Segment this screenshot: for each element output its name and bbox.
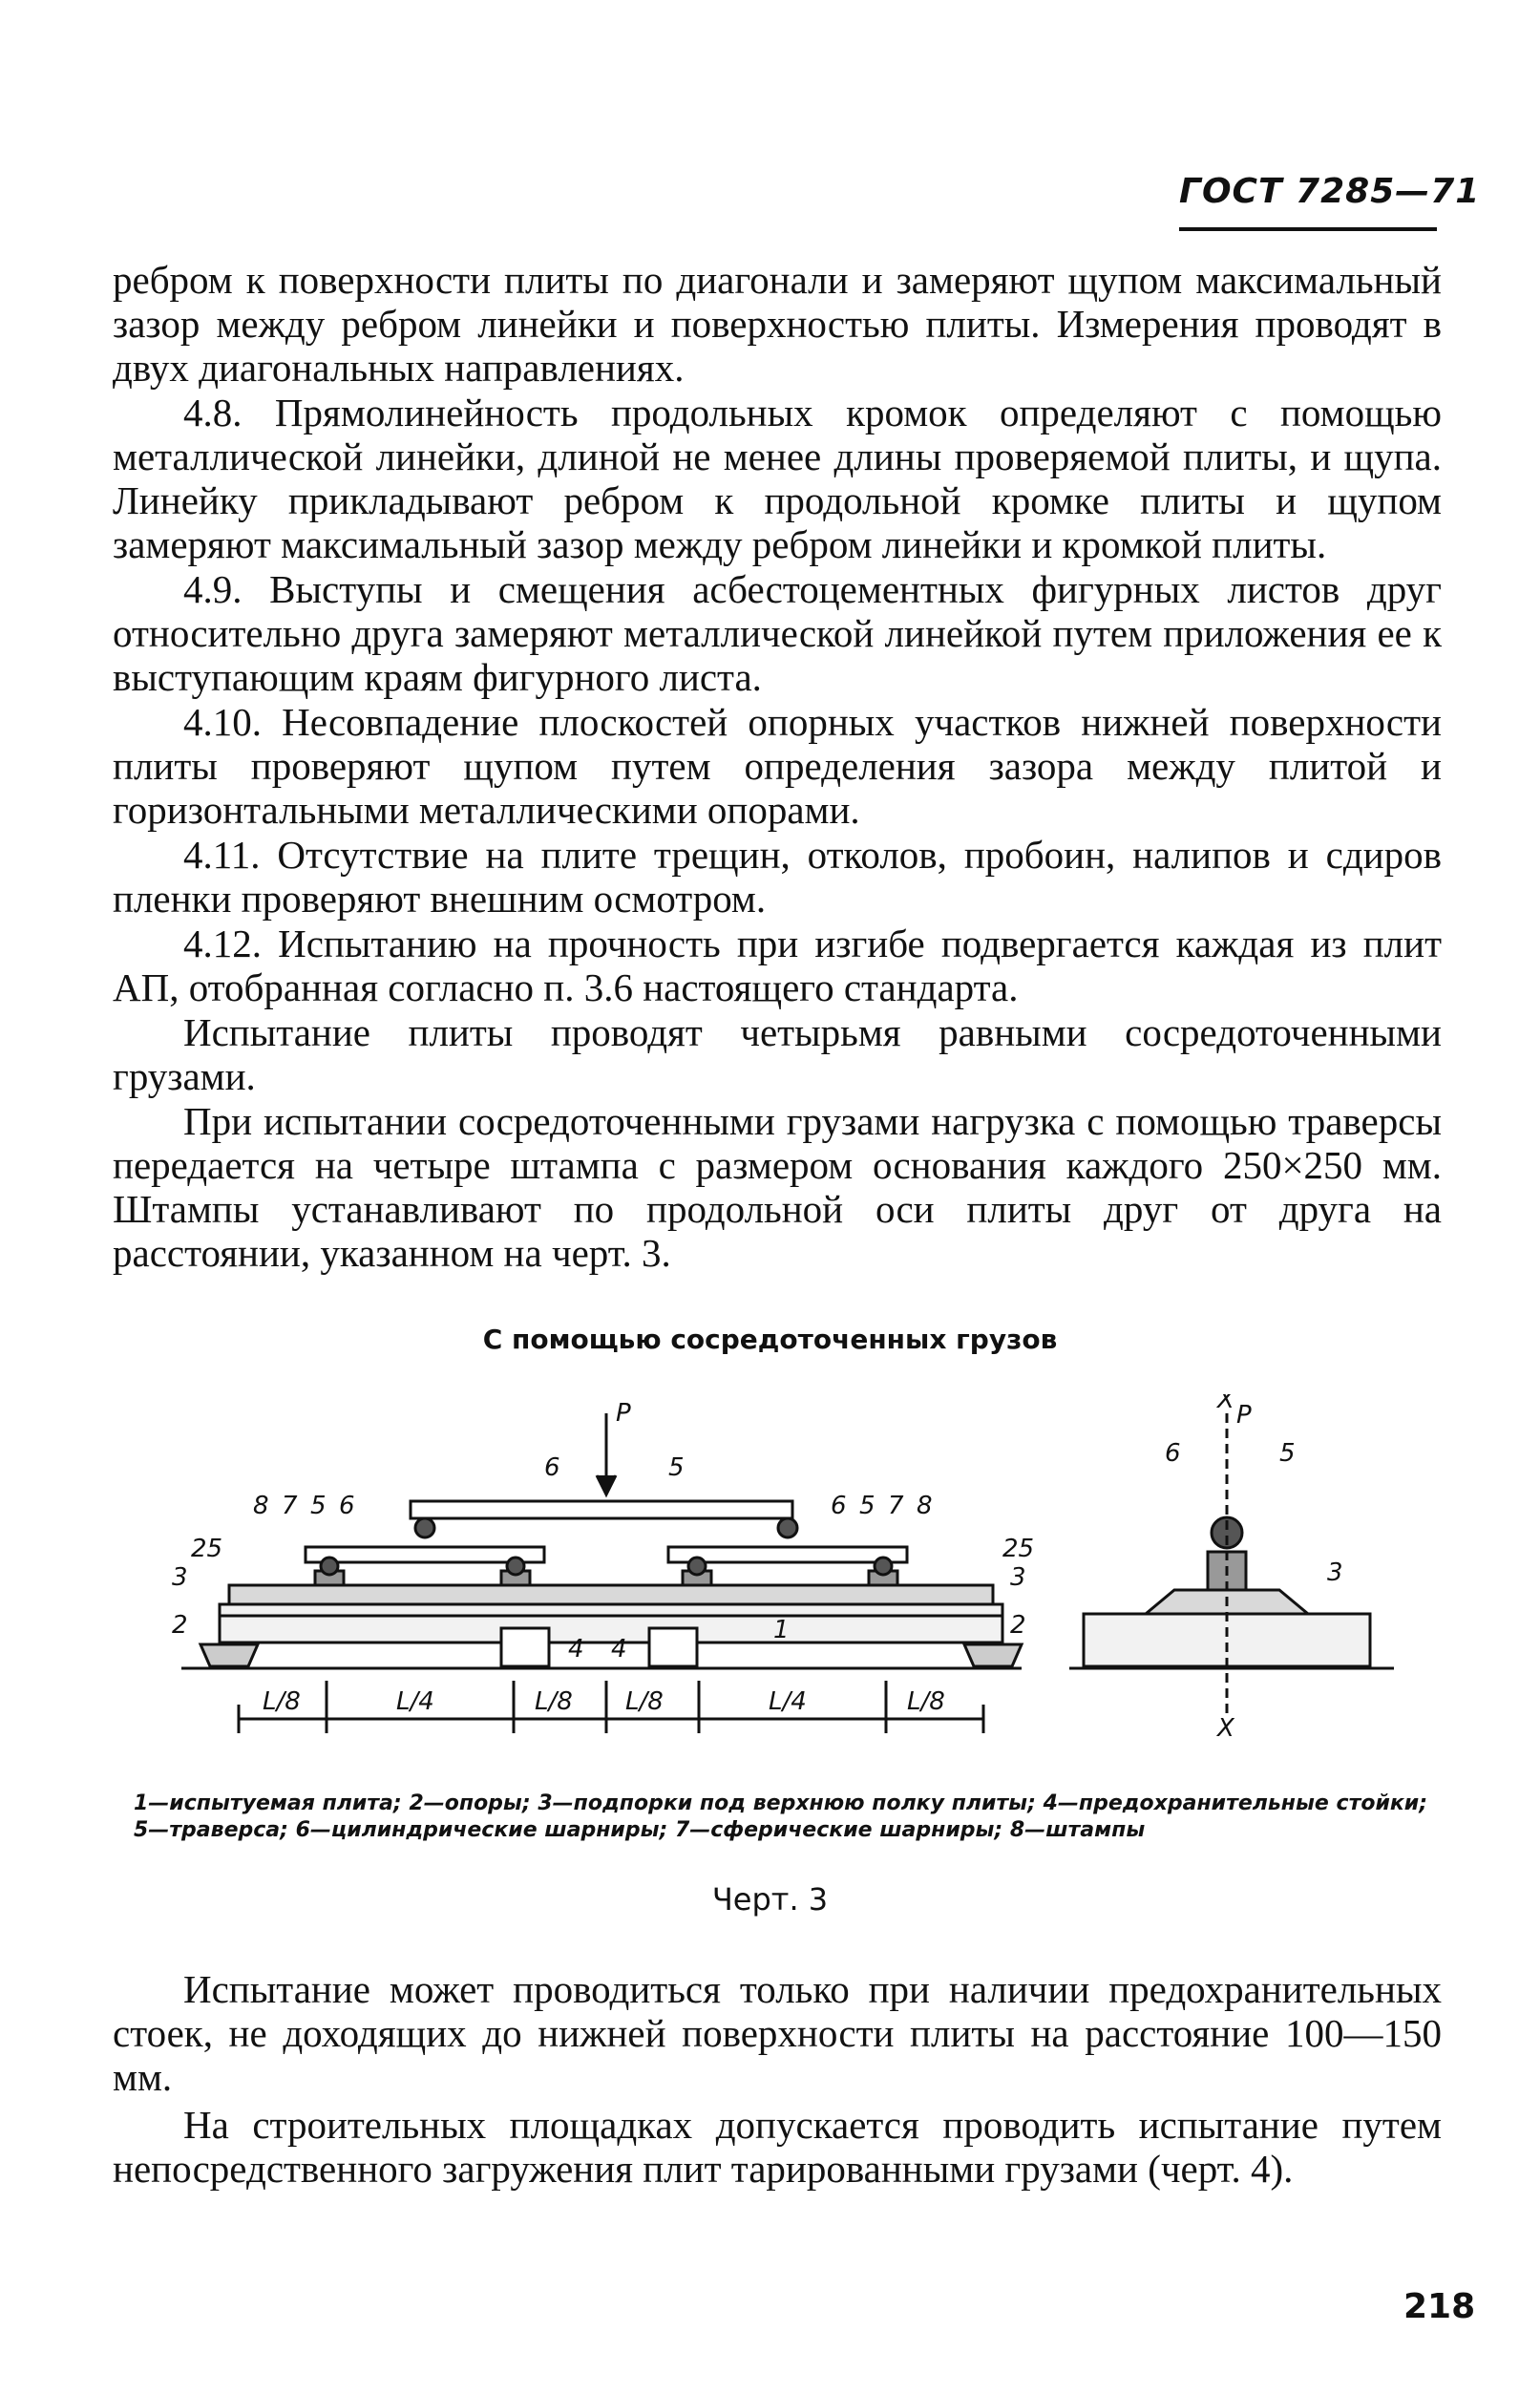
header-rule (1179, 227, 1437, 231)
safety-stand-right (649, 1628, 697, 1666)
label-4-left: 4 (568, 1635, 584, 1664)
span-label: L/4 (396, 1687, 434, 1716)
span-label: L/8 (907, 1687, 945, 1716)
label-3-right: 3 (1010, 1563, 1026, 1592)
support-left (200, 1644, 258, 1666)
label-7-right: 7 (888, 1492, 904, 1520)
label-6-top: 6 (544, 1453, 560, 1482)
page-header: ГОСТ 7285—71 (1179, 172, 1481, 211)
figure-number: Черт. 3 (711, 1881, 829, 1918)
paragraph-4-8: 4.8. Прямолинейность продольных кромок определяют с помощью металлической линейки, длиной не менее длины проверяемой плиты, и щупа. Линейку прикладывают ребром к продольной кромке плиты и щупом замеряют максимальный зазор между ребром линейки и кромкой плиты. (113, 391, 1442, 566)
paragraph-safety: Испытание может проводиться только при наличии предохранительных стоек, не доходящих до нижней поверхности плиты на расстояние 100—150 мм. (113, 1967, 1442, 2099)
label-4-right: 4 (611, 1635, 627, 1664)
span-label: L/4 (769, 1687, 807, 1716)
figure-caption: 1—испытуемая плита; 2—опоры; 3—подпорки под верхнюю полку плиты; 4—предохранительные стойки; 5—траверса; 6—цилиндрические шарниры; 7—сферические шарниры; 8—штампы (134, 1791, 1427, 1842)
body-text-top (113, 258, 1442, 1276)
traverse-upper (411, 1501, 792, 1518)
label-8: 8 (253, 1492, 269, 1520)
hinge (321, 1558, 338, 1575)
paragraph: ребром к поверхности плиты по диагонали и замеряют щупом максимальный зазор между ребром линейки и поверхностью плиты. Измерения проводят в двух диагональных направлениях. (113, 258, 1442, 390)
label-3-section: 3 (1327, 1558, 1343, 1587)
label-25-right: 25 (1002, 1535, 1035, 1563)
label-6-right: 6 (831, 1492, 847, 1520)
body-text-bottom (113, 1967, 1442, 2194)
label-P-section: P (1236, 1401, 1252, 1430)
label-5-right: 5 (859, 1492, 875, 1520)
paragraph-4-11: 4.11. Отсутствие на плите трещин, отколов, пробоин, налипов и сдиров пленки проверяют внешним осмотром. (113, 833, 1442, 921)
hinge (778, 1518, 797, 1537)
paragraph-4-9: 4.9. Выступы и смещения асбестоцементных фигурных листов друг относительно друга замеряют металлической линейкой путем приложения ее к выступающим краям фигурного листа. (113, 567, 1442, 699)
paragraph-4-12: 4.12. Испытанию на прочность при изгибе подвергается каждая из плит АП, отобранная согласно п. 3.6 настоящего стандарта. (113, 922, 1442, 1009)
page-number: 218 (1403, 2287, 1476, 2326)
hinge (415, 1518, 434, 1537)
paragraph-test-loads: Испытание плиты проводят четырьмя равными сосредоточенными грузами. (113, 1010, 1442, 1098)
safety-stand-left (501, 1628, 549, 1666)
hinge (507, 1558, 524, 1575)
label-6: 6 (339, 1492, 355, 1520)
paragraph-traverse: При испытании сосредоточенными грузами нагрузка с помощью траверсы передается на четыре штампа с размером основания каждого 250×250 мм. Штампы устанавливают по продольной оси плиты друг от друга на расстоянии, указанном на черт. 3. (113, 1099, 1442, 1275)
support-right (964, 1644, 1022, 1666)
paragraph-4-10: 4.10. Несовпадение плоскостей опорных участков нижней поверхности плиты проверяют щупом путем определения зазора между плитой и горизонтальными металлическими опорами. (113, 700, 1442, 832)
label-X-bottom: X (1217, 1714, 1234, 1738)
label-P: P (616, 1399, 631, 1428)
label-5-section: 5 (1279, 1439, 1296, 1468)
span-label: L/8 (263, 1687, 301, 1716)
label-5-top: 5 (668, 1453, 685, 1482)
drawing-svg (162, 1394, 1432, 1738)
label-2-left: 2 (172, 1611, 188, 1640)
span-label: L/8 (535, 1687, 573, 1716)
paragraph-sites: На строительных площадках допускается проводить испытание путем непосредственного загружения плит тарированными грузами (черт. 4). (113, 2103, 1442, 2191)
hinge (688, 1558, 706, 1575)
span-label: L/8 (625, 1687, 664, 1716)
label-X-top: X (1217, 1394, 1234, 1414)
figure-title: С помощью сосредоточенных грузов (482, 1324, 1058, 1355)
hinge (875, 1558, 892, 1575)
label-2-right: 2 (1010, 1611, 1026, 1640)
label-6-section: 6 (1165, 1439, 1181, 1468)
label-5: 5 (310, 1492, 327, 1520)
label-3-left: 3 (172, 1563, 188, 1592)
label-7: 7 (282, 1492, 298, 1520)
figure-drawing (162, 1394, 1432, 1738)
slab-top-flange (229, 1585, 993, 1604)
label-25-left: 25 (191, 1535, 223, 1563)
label-8-right: 8 (917, 1492, 933, 1520)
label-1: 1 (773, 1616, 790, 1644)
